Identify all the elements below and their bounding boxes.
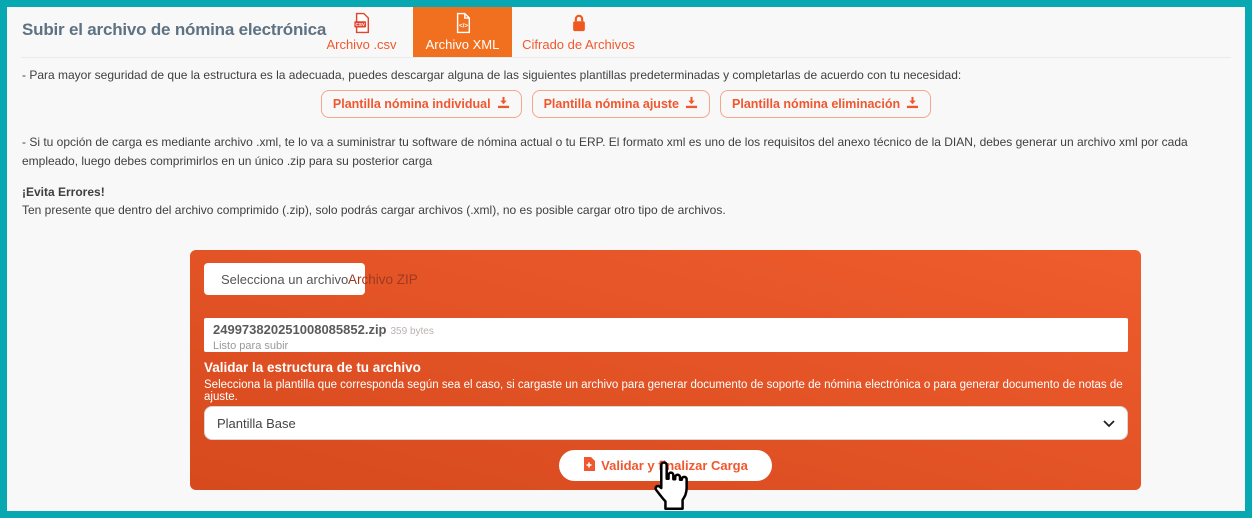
tab-label: Cifrado de Archivos <box>522 37 635 52</box>
plantilla-nomina-ajuste-button[interactable] <box>532 90 710 118</box>
file-info-line <box>213 321 1119 339</box>
tab-archivo-csv[interactable] <box>310 7 413 57</box>
plantilla-nomina-individual-button[interactable] <box>321 90 522 118</box>
tab-bar <box>310 7 645 57</box>
templates-intro-text: - Para mayor seguridad de que la estructura es la adecuada, puedes descargar alguna de las siguientes plantillas predeterminadas y completarlas de acuerdo con tu necesidad: <box>22 68 962 82</box>
avoid-errors-title: ¡Evita Errores! <box>22 185 105 199</box>
button-label: Plantilla nómina ajuste <box>543 97 680 111</box>
button-label: Plantilla nómina individual <box>332 97 491 111</box>
download-icon <box>906 96 919 112</box>
lock-icon <box>570 12 588 34</box>
file-size: 359 bytes <box>390 326 434 337</box>
template-select[interactable] <box>204 406 1128 440</box>
upload-panel <box>190 250 1141 490</box>
header-divider <box>21 57 1231 58</box>
select-file-button[interactable]: Selecciona un archivo <box>204 263 365 295</box>
tab-label: Archivo .csv <box>326 37 397 52</box>
page-title: Subir el archivo de nómina electrónica <box>22 20 327 39</box>
xml-file-icon <box>454 12 472 34</box>
download-icon <box>685 96 698 112</box>
validate-section-title: Validar la estructura de tu archivo <box>204 360 421 375</box>
download-icon <box>497 96 510 112</box>
button-label: Validar y finalizar Carga <box>601 458 748 473</box>
xml-info-text: - Si tu opción de carga es mediante archivo .xml, te lo va a suministrar tu software de nómina actual o tu ERP. El formato xml es uno de los requisitos del anexo técnico de la DIAN, debes generar un archivo xml por cada empleado, luego debes comprimirlos en un único .zip para su posterior carga <box>22 135 1188 168</box>
file-type-label: Archivo ZIP <box>348 272 418 287</box>
template-buttons-row <box>7 90 1245 118</box>
avoid-errors-text: Ten presente que dentro del archivo comprimido (.zip), solo podrás cargar archivos (.xml), no es posible cargar otro tipo de archivos. <box>22 203 726 217</box>
page-content <box>7 7 1245 511</box>
file-plus-icon <box>583 457 595 474</box>
csv-file-icon <box>353 12 371 34</box>
tab-archivo-xml[interactable] <box>413 7 512 57</box>
hand-cursor-icon <box>645 460 689 511</box>
file-status: Listo para subir <box>213 340 289 352</box>
button-label: Plantilla nómina eliminación <box>732 97 901 111</box>
file-info-bar <box>204 318 1128 352</box>
tab-label: Archivo XML <box>425 37 500 52</box>
chevron-down-icon <box>1103 416 1115 431</box>
plantilla-nomina-eliminacion-button[interactable] <box>720 90 931 118</box>
svg-text:CSV: CSV <box>354 22 365 28</box>
file-name: 249973820251008085852.zip <box>213 322 387 337</box>
template-select-value: Plantilla Base <box>217 415 296 431</box>
tab-cifrado-archivos[interactable] <box>512 7 645 57</box>
svg-text:</>: </> <box>458 22 468 30</box>
validate-section-description: Selecciona la plantilla que corresponda según sea el caso, si cargaste un archivo para generar documento de soporte de nómina electrónica o para generar documento de notas de ajuste. <box>204 379 1123 403</box>
